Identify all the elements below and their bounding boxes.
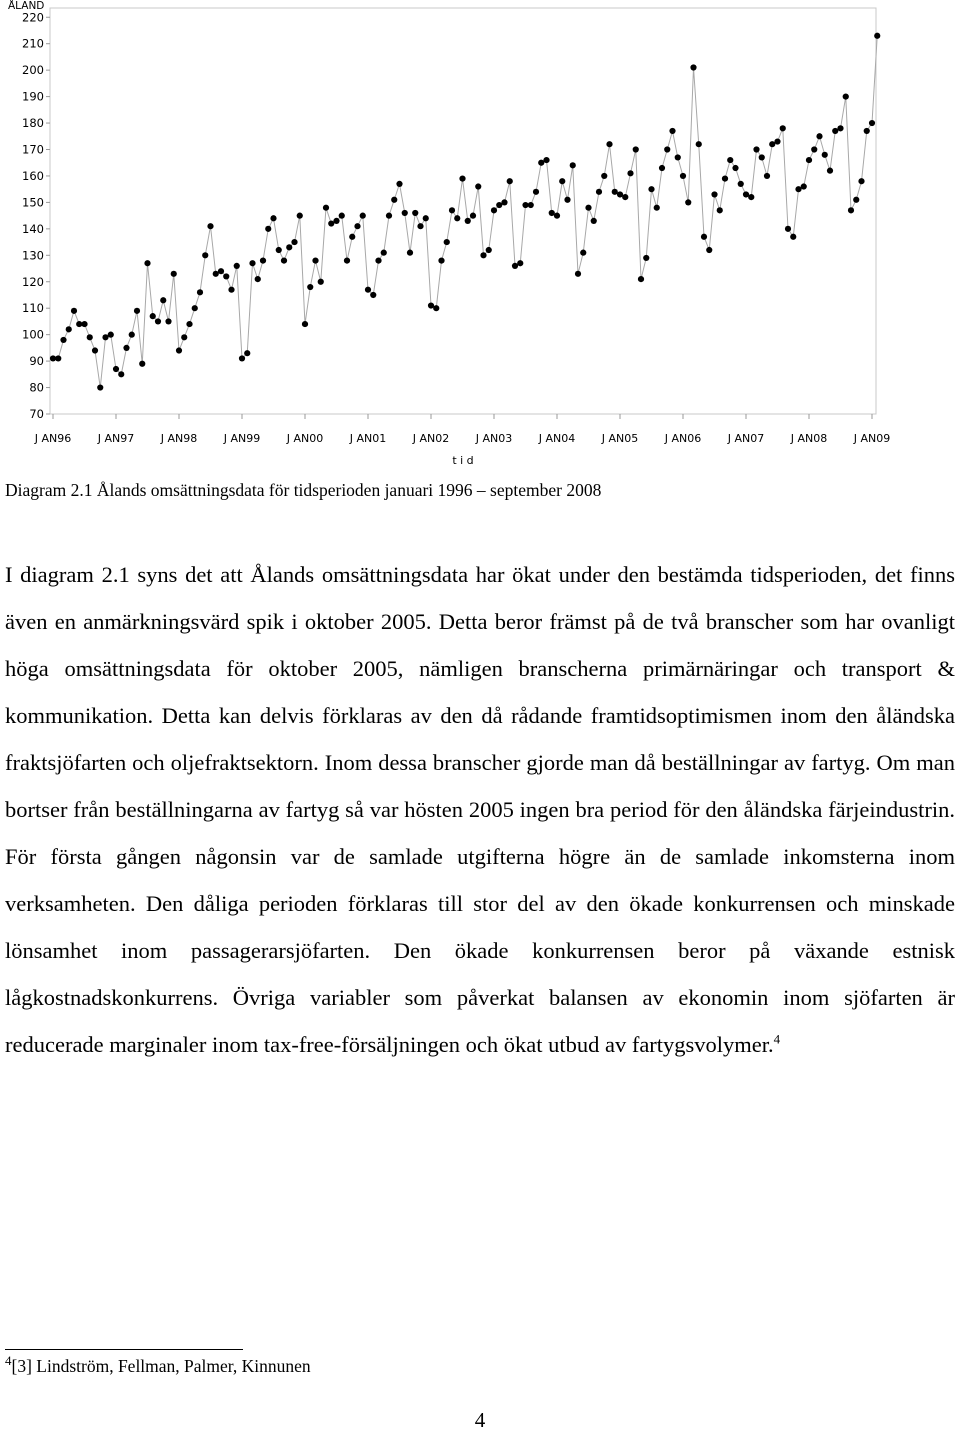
data-point	[281, 257, 287, 263]
data-point	[643, 255, 649, 261]
y-axis-ticks	[22, 10, 50, 421]
data-point	[438, 257, 444, 263]
data-point	[732, 165, 738, 171]
x-tick-label: J AN03	[475, 432, 513, 445]
data-point	[543, 157, 549, 163]
data-point	[302, 321, 308, 327]
plot-area	[50, 8, 876, 414]
data-point	[213, 271, 219, 277]
data-point	[585, 205, 591, 211]
data-point	[591, 218, 597, 224]
data-point	[291, 239, 297, 245]
data-point	[375, 257, 381, 263]
x-tick-label: J AN00	[286, 432, 324, 445]
data-point	[858, 178, 864, 184]
y-tick-label: 120	[22, 274, 44, 289]
data-point	[570, 162, 576, 168]
y-axis-label: ÅLAND	[8, 0, 45, 12]
data-point	[790, 234, 796, 240]
data-point	[102, 334, 108, 340]
data-point	[171, 271, 177, 277]
x-axis-ticks	[34, 414, 891, 445]
data-point	[780, 125, 786, 131]
data-point	[774, 138, 780, 144]
data-point	[129, 332, 135, 338]
data-point	[606, 141, 612, 147]
y-tick-label: 180	[22, 116, 44, 131]
data-point	[769, 141, 775, 147]
data-point	[811, 146, 817, 152]
data-point	[160, 297, 166, 303]
data-point	[307, 284, 313, 290]
data-point	[669, 128, 675, 134]
x-tick-label: J AN01	[349, 432, 387, 445]
y-tick-label: 130	[22, 248, 44, 263]
data-point	[270, 215, 276, 221]
data-point	[118, 371, 124, 377]
data-point	[423, 215, 429, 221]
data-point	[276, 247, 282, 253]
body-paragraph	[5, 551, 955, 1068]
x-tick-label: J AN09	[853, 432, 891, 445]
data-point	[328, 220, 334, 226]
x-tick-label: J AN05	[601, 432, 639, 445]
data-point	[71, 308, 77, 314]
data-point	[150, 313, 156, 319]
data-point	[218, 268, 224, 274]
x-tick-label: J AN08	[790, 432, 828, 445]
x-tick-label: J AN96	[34, 432, 72, 445]
data-point	[680, 173, 686, 179]
data-point	[748, 194, 754, 200]
series-line	[53, 36, 877, 388]
data-point	[475, 183, 481, 189]
data-point	[501, 199, 507, 205]
data-point	[386, 213, 392, 219]
data-point	[370, 292, 376, 298]
data-point	[528, 202, 534, 208]
data-point	[396, 181, 402, 187]
data-point	[323, 205, 329, 211]
data-point	[827, 168, 833, 174]
paragraph-text: I diagram 2.1 syns det att Ålands omsättningsdata har ökat under den bestämda tidsperioden, det finns även en anmärkningsvärd spik i oktober 2005. Detta beror främst på de två branscher som har ovanligt höga omsättningsdata för oktober 2005, nämligen branscherna primärnäringar och transport & kommunikation. Detta kan delvis förklaras av den då rådande framtidsoptimismen inom den åländska fraktsjöfarten och oljefraktsektorn. Inom dessa branscher gjorde man då beställningar av fartyg. Om man bortser från beställningarna av fartyg så var hösten 2005 ingen bra period för den åländska färjeindustrin. För första gången någonsin var de samlade utgifterna högre än de samlade inkomsterna inom verksamheten. Den dåliga perioden förklaras till stor del av den ökade konkurrensen och minskade lönsamhet inom passagerarsjöfarten. Den ökade konkurrensen beror på växande estnisk lågkostnadskonkurrens. Övriga variabler som påverkat balansen av ekonomin inom sjöfarten är reducerade marginaler inom tax-free-försäljningen och ökat utbud av fartygsvolymer.	[5, 562, 955, 1057]
data-point	[533, 189, 539, 195]
data-point	[402, 210, 408, 216]
data-point	[465, 218, 471, 224]
data-point	[564, 197, 570, 203]
data-point	[727, 157, 733, 163]
data-point	[192, 305, 198, 311]
x-tick-label: J AN04	[538, 432, 576, 445]
data-point	[654, 205, 660, 211]
data-point	[480, 252, 486, 258]
data-point	[549, 210, 555, 216]
footnote-separator	[5, 1349, 243, 1350]
data-point	[491, 207, 497, 213]
data-point	[559, 178, 565, 184]
figure-caption: Diagram 2.1 Ålands omsättningsdata för tidsperioden januari 1996 – september 2008	[5, 480, 602, 500]
data-point	[675, 154, 681, 160]
footnote	[5, 1353, 311, 1377]
data-point	[806, 157, 812, 163]
data-point	[470, 213, 476, 219]
data-point	[360, 213, 366, 219]
data-point	[381, 250, 387, 256]
data-point	[622, 194, 628, 200]
data-point	[580, 250, 586, 256]
data-point	[612, 189, 618, 195]
data-point	[759, 154, 765, 160]
data-point	[659, 165, 665, 171]
data-point	[144, 260, 150, 266]
data-point	[181, 334, 187, 340]
data-point	[407, 250, 413, 256]
data-point	[249, 260, 255, 266]
data-point	[134, 308, 140, 314]
data-point	[554, 213, 560, 219]
data-point	[244, 350, 250, 356]
data-point	[648, 186, 654, 192]
data-point	[764, 173, 770, 179]
data-point	[795, 186, 801, 192]
data-point	[81, 321, 87, 327]
data-point	[853, 197, 859, 203]
x-tick-label: J AN06	[664, 432, 702, 445]
data-point	[664, 146, 670, 152]
data-point	[228, 287, 234, 293]
data-point	[87, 334, 93, 340]
data-point	[66, 326, 72, 332]
data-point	[864, 128, 870, 134]
y-tick-label: 70	[29, 407, 44, 421]
data-point	[176, 347, 182, 353]
y-tick-label: 200	[22, 63, 44, 78]
data-point	[685, 199, 691, 205]
data-point	[223, 273, 229, 279]
data-point	[449, 207, 455, 213]
data-point	[60, 337, 66, 343]
data-point	[459, 175, 465, 181]
data-point	[165, 318, 171, 324]
data-point	[711, 191, 717, 197]
x-tick-label: J AN02	[412, 432, 450, 445]
data-point	[391, 197, 397, 203]
data-point	[113, 366, 119, 372]
data-point	[869, 120, 875, 126]
data-point	[843, 94, 849, 100]
data-point	[344, 257, 350, 263]
data-point	[706, 247, 712, 253]
data-point	[633, 146, 639, 152]
x-tick-label: J AN98	[160, 432, 198, 445]
data-point	[638, 276, 644, 282]
data-point	[433, 305, 439, 311]
footnote-number: 4	[5, 1353, 12, 1369]
data-point	[507, 178, 513, 184]
data-point	[286, 244, 292, 250]
data-point	[496, 202, 502, 208]
data-point	[255, 276, 261, 282]
page-number: 4	[474, 1408, 486, 1432]
data-point	[92, 347, 98, 353]
x-tick-label: J AN99	[223, 432, 261, 445]
data-point	[627, 170, 633, 176]
data-point	[848, 207, 854, 213]
data-point	[417, 223, 423, 229]
data-point	[874, 33, 880, 39]
data-point	[717, 207, 723, 213]
data-point	[738, 181, 744, 187]
y-tick-label: 90	[29, 354, 44, 369]
data-point	[123, 345, 129, 351]
data-point	[454, 215, 460, 221]
data-point	[596, 189, 602, 195]
data-point	[349, 234, 355, 240]
data-point	[318, 279, 324, 285]
data-point	[97, 384, 103, 390]
data-point	[139, 361, 145, 367]
series-points	[50, 33, 880, 391]
y-tick-label: 160	[22, 168, 44, 183]
footnote-text: [3] Lindström, Fellman, Palmer, Kinnunen	[11, 1356, 311, 1376]
data-point	[832, 128, 838, 134]
data-point	[575, 271, 581, 277]
data-point	[354, 223, 360, 229]
y-tick-label: 220	[22, 10, 44, 25]
data-point	[197, 289, 203, 295]
y-tick-label: 190	[22, 89, 44, 104]
data-point	[690, 64, 696, 70]
y-tick-label: 140	[22, 221, 44, 236]
data-point	[538, 160, 544, 166]
data-point	[837, 125, 843, 131]
x-tick-label: J AN97	[97, 432, 135, 445]
y-tick-label: 100	[22, 327, 44, 342]
data-point	[260, 257, 266, 263]
data-point	[722, 175, 728, 181]
y-tick-label: 80	[29, 380, 44, 395]
data-point	[155, 318, 161, 324]
data-point	[207, 223, 213, 229]
y-tick-label: 110	[22, 301, 44, 316]
data-point	[822, 152, 828, 158]
data-point	[365, 287, 371, 293]
data-point	[801, 183, 807, 189]
data-point	[333, 218, 339, 224]
data-point	[265, 226, 271, 232]
data-point	[743, 191, 749, 197]
y-tick-label: 150	[22, 195, 44, 210]
data-point	[617, 191, 623, 197]
data-point	[108, 332, 114, 338]
x-axis-label: t i d	[452, 454, 474, 465]
y-tick-label: 170	[22, 142, 44, 157]
data-point	[785, 226, 791, 232]
data-point	[816, 133, 822, 139]
x-tick-label: J AN07	[727, 432, 765, 445]
footnote-reference: 4	[773, 1031, 781, 1047]
data-point	[696, 141, 702, 147]
data-point	[202, 252, 208, 258]
data-point	[412, 210, 418, 216]
sales-chart	[0, 0, 960, 465]
data-point	[312, 257, 318, 263]
data-point	[55, 355, 61, 361]
y-tick-label: 210	[22, 36, 44, 51]
data-point	[234, 263, 240, 269]
data-point	[701, 234, 707, 240]
data-point	[239, 355, 245, 361]
data-point	[486, 247, 492, 253]
data-point	[444, 239, 450, 245]
data-point	[428, 302, 434, 308]
data-point	[753, 146, 759, 152]
data-point	[517, 260, 523, 266]
data-point	[297, 213, 303, 219]
data-point	[512, 263, 518, 269]
data-point	[601, 173, 607, 179]
data-point	[186, 321, 192, 327]
data-point	[339, 213, 345, 219]
